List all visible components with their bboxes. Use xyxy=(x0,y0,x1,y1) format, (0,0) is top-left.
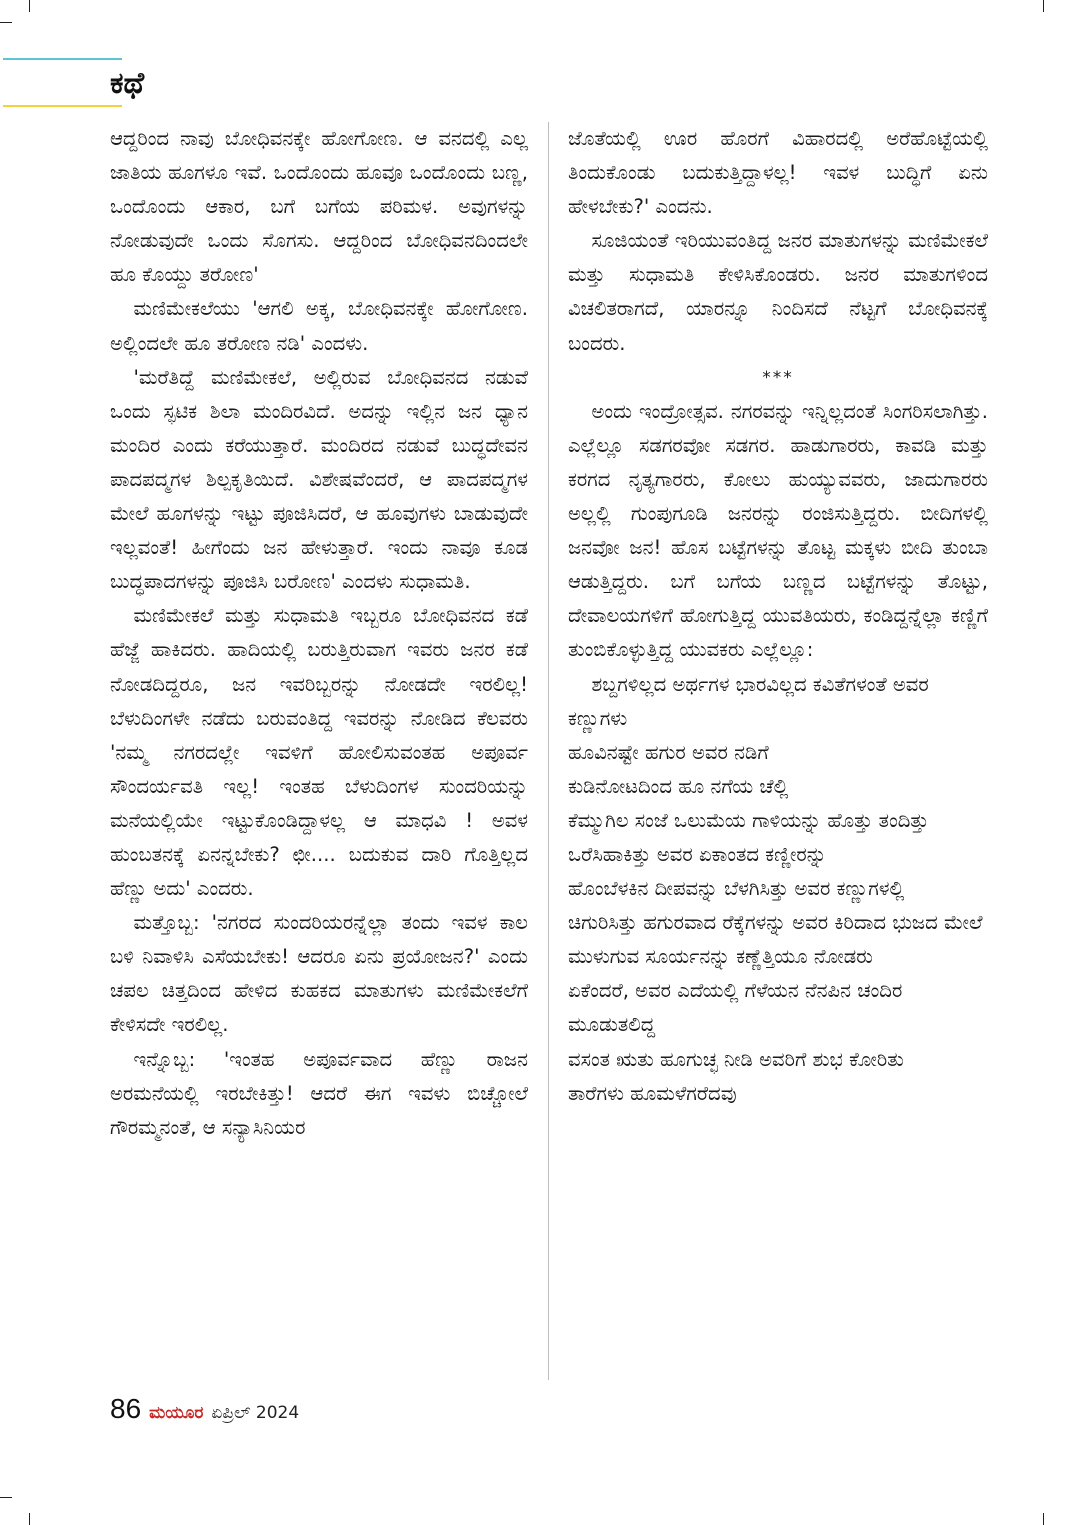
crop-mark xyxy=(29,1513,30,1525)
crop-mark xyxy=(29,0,30,12)
crop-mark xyxy=(0,1497,12,1498)
section-tab xyxy=(3,58,122,108)
left-column xyxy=(110,122,528,1145)
verse-line: ಚಿಗುರಿಸಿತ್ತು ಹಗುರವಾದ ರೆಕ್ಕೆಗಳನ್ನು ಅವರ ಕಿರಿದಾದ ಭುಜದ ಮೇಲೆ xyxy=(568,911,983,935)
paragraph: ಆದ್ದರಿಂದ ನಾವು ಬೋಧಿವನಕ್ಕೇ ಹೋಗೋಣ. ಆ ವನದಲ್ಲಿ ಎಲ್ಲ ಜಾತಿಯ ಹೂಗಳೂ ಇವೆ. ಒಂದೊಂದು ಹೂವೂ ಒಂದೊಂದು ಬಣ್ಣ, ಒಂದೊಂದು ಆಕಾರ, ಬಗೆ ಬಗೆಯ ಪರಿಮಳ. ಅವುಗಳನ್ನು ನೋಡುವುದೇ ಒಂದು ಸೊಗಸು. ಆದ್ದರಿಂದ ಬೋಧಿವನದಿಂದಲೇ ಹೂ ಕೊಯ್ದು ತರೋಣ' xyxy=(110,127,528,287)
verse-line: ಹೊಂಬೆಳಕಿನ ದೀಪವನ್ನು ಬೆಳಗಿಸಿತ್ತು ಅವರ ಕಣ್ಣುಗಳಲ್ಲಿ xyxy=(568,877,905,901)
paragraph: 'ಮರೆತಿದ್ದೆ ಮಣಿಮೇಕಲೆ, ಅಲ್ಲಿರುವ ಬೋಧಿವನದ ನಡುವೆ ಒಂದು ಸ್ಫಟಿಕ ಶಿಲಾ ಮಂದಿರವಿದೆ. ಅದನ್ನು ಇಲ್ಲಿನ ಜನ ಧ್ಯಾನ ಮಂದಿರ ಎಂದು ಕರೆಯುತ್ತಾರೆ. ಮಂದಿರದ ನಡುವೆ ಬುದ್ಧದೇವನ ಪಾದಪದ್ಮಗಳ ಶಿಲ್ಪಕೃತಿಯಿದೆ. ವಿಶೇಷವೆಂದರೆ, ಆ ಪಾದಪದ್ಮಗಳ ಮೇಲೆ ಹೂಗಳನ್ನು ಇಟ್ಟು ಪೂಜಿಸಿದರೆ, ಆ ಹೂವುಗಳು ಬಾಡುವುದೇ ಇಲ್ಲವಂತೆ! ಹೀಗೆಂದು ಜನ ಹೇಳುತ್ತಾರೆ. ಇಂದು ನಾವೂ ಕೂಡ ಬುದ್ಧಪಾದಗಳನ್ನು ಪೂಜಿಸಿ ಬರೋಣ' ಎಂದಳು ಸುಧಾಮತಿ. xyxy=(110,365,528,594)
verse-line: ಹೂವಿನಷ್ಟೇ ಹಗುರ ಅವರ ನಡಿಗೆ xyxy=(568,740,769,764)
issue-date: ಏಪ್ರಿಲ್ 2024 xyxy=(211,1403,300,1423)
verse-line: ಕೆಮ್ಮುಗಿಲ ಸಂಜೆ ಒಲುಮೆಯ ಗಾಳಿಯನ್ನು ಹೊತ್ತು ತಂದಿತ್ತು xyxy=(568,808,929,832)
paragraph: ಇನ್ನೊಬ್ಬ: 'ಇಂತಹ ಅಪೂರ್ವವಾದ ಹೆಣ್ಣು ರಾಜನ ಅರಮನೆಯಲ್ಲಿ ಇರಬೇಕಿತ್ತು! ಆದರೆ ಈಗ ಇವಳು ಬಿಚ್ಚೋಲೆ ಗೌರಮ್ಮನಂತೆ, ಆ ಸನ್ಯಾಸಿನಿಯರ xyxy=(110,1047,528,1139)
magazine-logo: ಮಯೂರ xyxy=(149,1403,204,1423)
page-footer xyxy=(110,1393,299,1429)
paragraph: ಮತ್ತೊಬ್ಬ: 'ನಗರದ ಸುಂದರಿಯರನ್ನೆಲ್ಲಾ ತಂದು ಇವಳ ಕಾಲ ಬಳಿ ನಿವಾಳಿಸಿ ಎಸೆಯಬೇಕು! ಆದರೂ ಏನು ಪ್ರಯೋಜನ?' ಎಂದು ಚಪಲ ಚಿತ್ತದಿಂದ ಹೇಳಿದ ಕುಹಕದ ಮಾತುಗಳು ಮಣಿಮೇಕಲೆಗೆ ಕೇಳಿಸದೇ ಇರಲಿಲ್ಲ. xyxy=(110,911,528,1037)
paragraph: ಮಣಿಮೇಕಲೆ ಮತ್ತು ಸುಧಾಮತಿ ಇಬ್ಬರೂ ಬೋಧಿವನದ ಕಡೆ ಹೆಜ್ಜೆ ಹಾಕಿದರು. ಹಾದಿಯಲ್ಲಿ ಬರುತ್ತಿರುವಾಗ ಇವರು ಜನರ ಕಡೆ ನೋಡದಿದ್ದರೂ, ಜನ ಇವರಿಬ್ಬರನ್ನು ನೋಡದೇ ಇರಲಿಲ್ಲ! ಬೆಳುದಿಂಗಳೇ ನಡೆದು ಬರುವಂತಿದ್ದ ಇವರನ್ನು ನೋಡಿದ ಕೆಲವರು 'ನಮ್ಮ ನಗರದಲ್ಲೇ ಇವಳಿಗೆ ಹೋಲಿಸುವಂತಹ ಅಪೂರ್ವ ಸೌಂದರ್ಯವತಿ ಇಲ್ಲ! ಇಂತಹ ಬೆಳುದಿಂಗಳ ಸುಂದರಿಯನ್ನು ಮನೆಯಲ್ಲಿಯೇ ಇಟ್ಟುಕೊಂಡಿದ್ದಾಳಲ್ಲ ಆ ಮಾಧವಿ ! ಅವಳ ಹುಂಬತನಕ್ಕೆ ಏನನ್ನಬೇಕು? ಛೀ.... ಬದುಕುವ ದಾರಿ ಗೊತ್ತಿಲ್ಲದ ಹೆಣ್ಣು ಅದು' ಎಂದರು. xyxy=(110,604,528,901)
section-separator: *** xyxy=(762,367,794,388)
section-tab-bottom-rule xyxy=(3,105,122,107)
crop-mark xyxy=(1043,0,1044,12)
verse-line: ತಾರೆಗಳು ಹೂಮಳೆಗರೆದವು xyxy=(568,1081,737,1105)
paragraph: ಮಣಿಮೇಕಲೆಯು 'ಆಗಲಿ ಅಕ್ಕ, ಬೋಧಿವನಕ್ಕೇ ಹೋಗೋಣ. ಅಲ್ಲಿಂದಲೇ ಹೂ ತರೋಣ ನಡಿ' ಎಂದಳು. xyxy=(110,297,528,355)
verse-line: ಒರೆಸಿಹಾಕಿತ್ತು ಅವರ ಏಕಾಂತದ ಕಣ್ಣೀರನ್ನು xyxy=(568,842,827,866)
section-title: ಕಥೆ xyxy=(110,66,145,101)
paragraph: ಅಂದು ಇಂದ್ರೋತ್ಸವ. ನಗರವನ್ನು ಇನ್ನಿಲ್ಲದಂತೆ ಸಿಂಗರಿಸಲಾಗಿತ್ತು. ಎಲ್ಲೆಲ್ಲೂ ಸಡಗರವೋ ಸಡಗರ. ಹಾಡುಗಾರರು, ಕಾವಡಿ ಮತ್ತು ಕರಗದ ನೃತ್ಯಗಾರರು, ಕೋಲು ಹುಯ್ಯುವವರು, ಜಾದುಗಾರರು ಅಲ್ಲಲ್ಲಿ ಗುಂಪುಗೂಡಿ ಜನರನ್ನು ರಂಜಿಸುತ್ತಿದ್ದರು. ಬೀದಿಗಳಲ್ಲಿ ಜನವೋ ಜನ! ಹೊಸ ಬಟ್ಟೆಗಳನ್ನು ತೊಟ್ಟ ಮಕ್ಕಳು ಬೀದಿ ತುಂಬಾ ಆಡುತ್ತಿದ್ದರು. ಬಗೆ ಬಗೆಯ ಬಣ್ಣದ ಬಟ್ಟೆಗಳನ್ನು ತೊಟ್ಟು, ದೇವಾಲಯಗಳಿಗೆ ಹೋಗುತ್ತಿದ್ದ ಯುವತಿಯರು, ಕಂಡಿದ್ದನ್ನೆಲ್ಲಾ ಕಣ್ಣಿಗೆ ತುಂಬಿಕೊಳ್ಳುತ್ತಿದ್ದ ಯುವಕರು ಎಲ್ಲೆಲ್ಲೂ: xyxy=(568,399,988,662)
verse-line: ಶಬ್ದಗಳಿಲ್ಲದ ಅರ್ಥಗಳ ಭಾರವಿಲ್ಲದ ಕವಿತೆಗಳಂತೆ ಅವರ ಕಣ್ಣುಗಳು xyxy=(568,672,929,730)
page-number: 86 xyxy=(110,1393,142,1424)
verse-line: ವಸಂತ ಋತು ಹೂಗುಚ್ಛ ನೀಡಿ ಅವರಿಗೆ ಶುಭ ಕೋರಿತು xyxy=(568,1047,904,1071)
verse-line: ಮುಳುಗುವ ಸೂರ್ಯನನ್ನು ಕಣ್ಣೆತ್ತಿಯೂ ನೋಡರು xyxy=(568,945,873,969)
verse-line: ಏಕೆಂದರೆ, ಅವರ ಎದೆಯಲ್ಲಿ ಗೆಳೆಯನ ನೆನಪಿನ ಚಂದಿರ ಮೂಡುತಲಿದ್ದ xyxy=(568,979,903,1037)
section-tab-top-rule xyxy=(3,58,122,60)
paragraph: ಜೊತೆಯಲ್ಲಿ ಊರ ಹೊರಗೆ ವಿಹಾರದಲ್ಲಿ ಅರೆಹೊಟ್ಟೆಯಲ್ಲಿ ತಿಂದುಕೊಂಡು ಬದುಕುತ್ತಿದ್ದಾಳಲ್ಲ! ಇವಳ ಬುದ್ಧಿಗೆ ಏನು ಹೇಳಬೇಕು?' ಎಂದನು. xyxy=(568,127,988,219)
paragraph: ಸೂಜಿಯಂತೆ ಇರಿಯುವಂತಿದ್ದ ಜನರ ಮಾತುಗಳನ್ನು ಮಣಿಮೇಕಲೆ ಮತ್ತು ಸುಧಾಮತಿ ಕೇಳಿಸಿಕೊಂಡರು. ಜನರ ಮಾತುಗಳಿಂದ ವಿಚಲಿತರಾಗದೆ, ಯಾರನ್ನೂ ನಿಂದಿಸದೆ ನೆಟ್ಟಗೆ ಬೋಧಿವನಕ್ಕೆ ಬಂದರು. xyxy=(568,229,988,355)
verse-line: ಕುಡಿನೋಟದಿಂದ ಹೂ ನಗೆಯ ಚೆಲ್ಲಿ xyxy=(568,774,789,798)
crop-mark xyxy=(1043,1513,1044,1525)
right-column xyxy=(568,122,988,1111)
crop-mark xyxy=(0,22,12,23)
column-divider xyxy=(548,122,549,1380)
